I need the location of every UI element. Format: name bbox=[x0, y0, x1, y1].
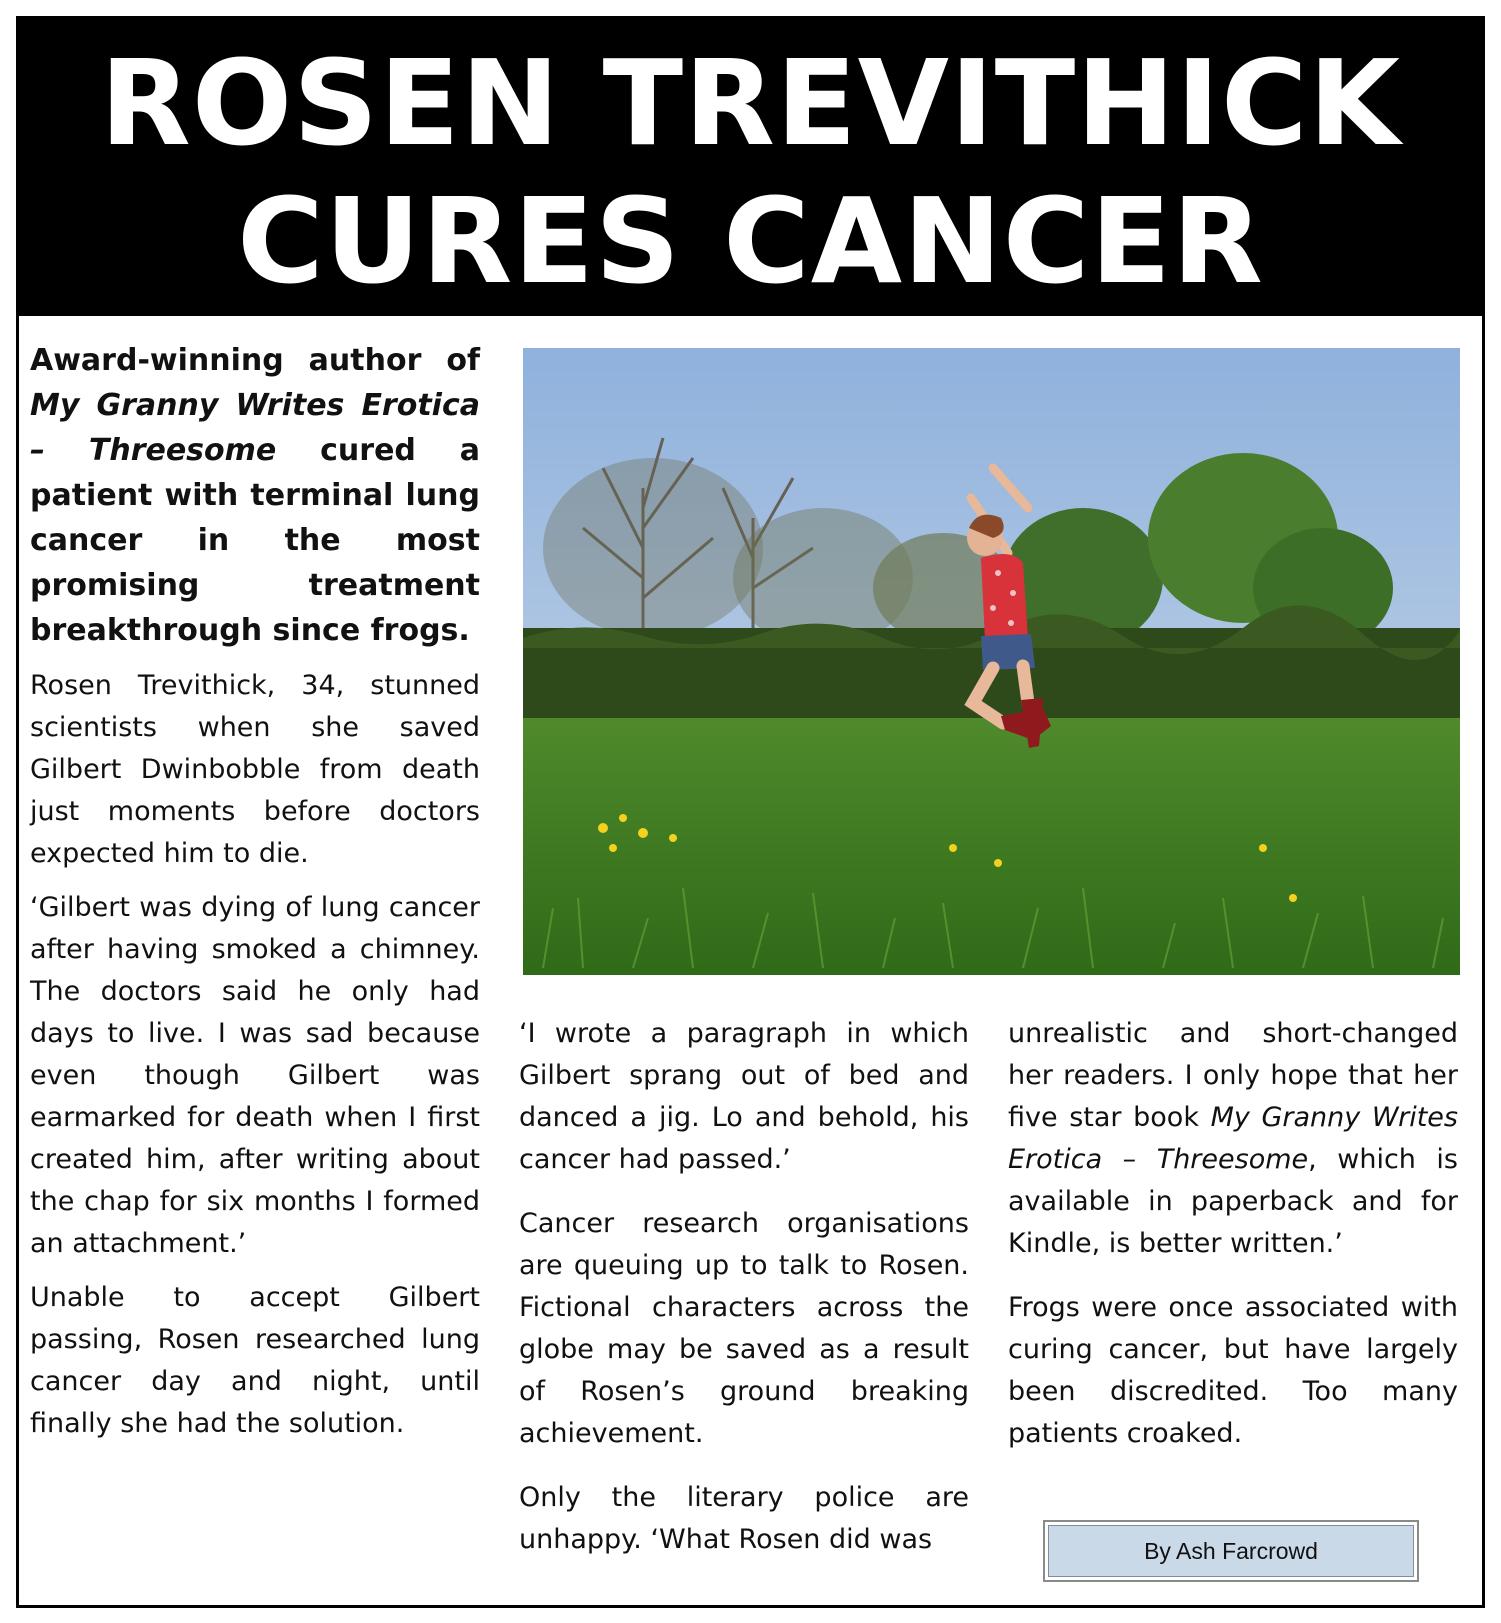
headline-line-2: CURES CANCER bbox=[237, 172, 1264, 310]
paragraph-7-book-title: My Granny Writes Erotica – Threesome bbox=[1008, 1102, 1458, 1175]
paragraph-4: ‘I wrote a paragraph in which Gilbert sprang out of bed and danced a jig. Lo and behold, his cancer had passed.’ bbox=[519, 1018, 969, 1175]
byline: By Ash Farcrowd bbox=[1048, 1525, 1414, 1577]
paragraph-7-text-2: , which is available in paperback and for Kindle, is better written.’ bbox=[1008, 1144, 1458, 1259]
column-1 bbox=[30, 338, 480, 1457]
paragraph-2: ‘Gilbert was dying of lung cancer after having smoked a chimney. The doctors said he only had days to live. I was sad because even though Gilbert was earmarked for death when I first created him, after writing about the chap for six months I formed an attachment.’ bbox=[30, 892, 480, 1259]
paragraph-5: Cancer research organisations are queuing up to talk to Rosen. Fictional characters across the globe may be saved as a result of Rosen’s ground breaking achievement. bbox=[519, 1208, 969, 1449]
paragraph-3: Unable to accept Gilbert passing, Rosen researched lung cancer day and night, until finally she had the solution. bbox=[30, 1282, 480, 1439]
paragraph-8: Frogs were once associated with curing cancer, but have largely been discredited. Too many patients croaked. bbox=[1008, 1292, 1458, 1449]
paragraph-7-text-1: unrealistic and short-changed her readers. I only hope that her five star book bbox=[1008, 1018, 1458, 1133]
lede-paragraph bbox=[30, 338, 480, 653]
article-photo bbox=[523, 348, 1460, 975]
lede-text-2: cured a patient with terminal lung cancer in the most promising treatment breakthrough since frogs. bbox=[30, 433, 481, 648]
lede-text-1: Award-winning author of bbox=[30, 343, 480, 378]
column-3 bbox=[1008, 1013, 1458, 1477]
headline bbox=[16, 16, 1485, 310]
paragraph-6: Only the literary police are unhappy. ‘What Rosen did was bbox=[519, 1482, 969, 1555]
headline-banner bbox=[16, 16, 1485, 316]
paragraph-7 bbox=[1008, 1013, 1458, 1265]
column-2 bbox=[519, 1013, 969, 1583]
headline-line-1: ROSEN TREVITHICK bbox=[100, 34, 1401, 172]
byline-box bbox=[1043, 1520, 1419, 1582]
paragraph-1: Rosen Trevithick, 34, stunned scientists when she saved Gilbert Dwinbobble from death just moments before doctors expected him to die. bbox=[30, 670, 480, 869]
lede-book-title: My Granny Writes Erotica – Threesome bbox=[30, 388, 480, 468]
photo-woman-jumping bbox=[523, 348, 1460, 975]
